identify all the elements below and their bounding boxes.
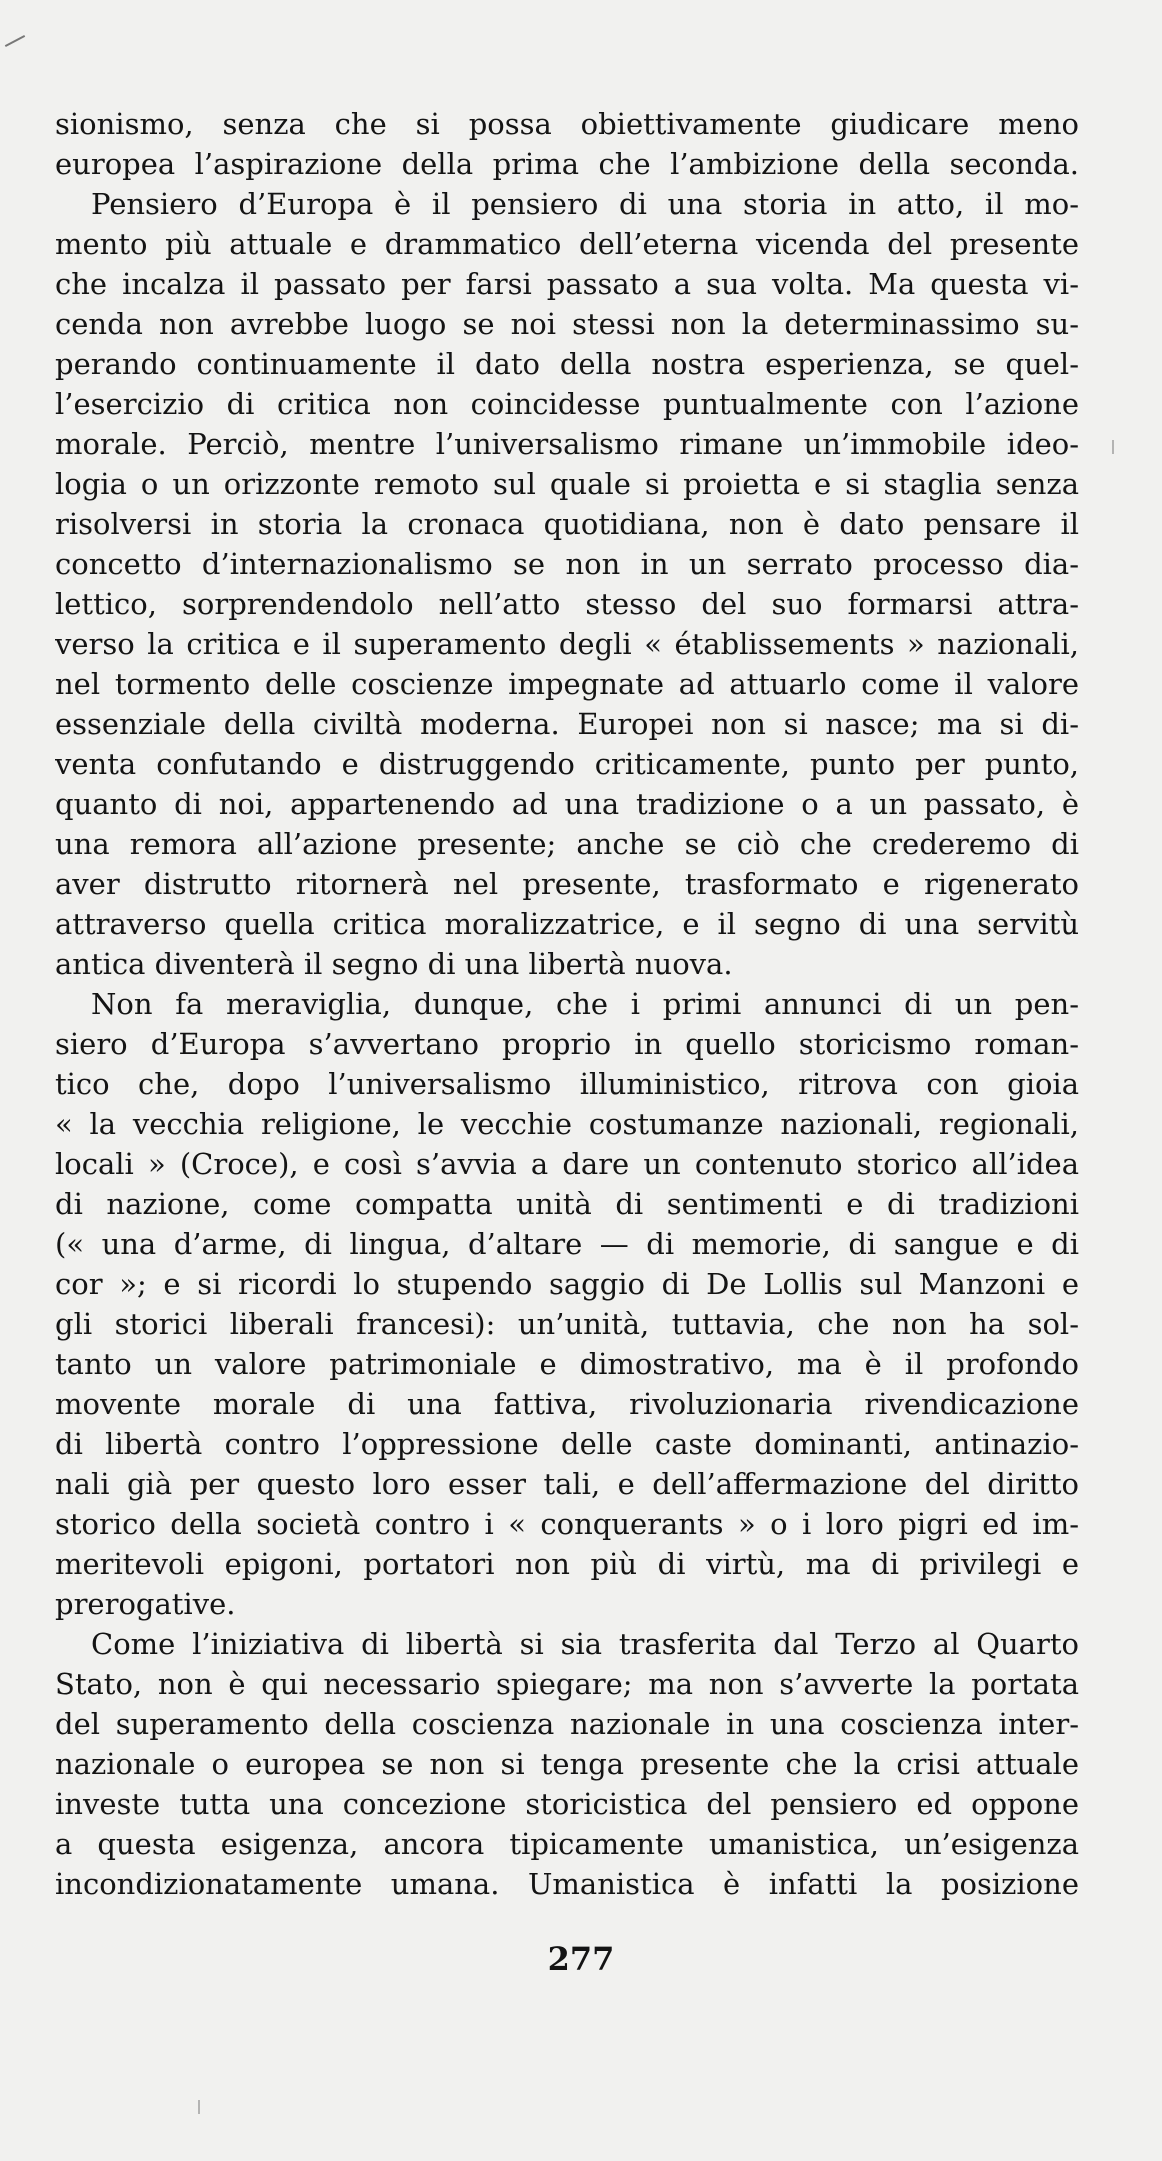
text-line: cenda non avrebbe luogo se noi stessi non la determinassimo su-: [55, 307, 1079, 341]
text-line: incondizionatamente umana. Umanistica è infatti la posizione: [55, 1867, 1079, 1901]
text-line: « la vecchia religione, le vecchie costumanze nazionali, regionali,: [55, 1107, 1079, 1141]
text-line: nazionale o europea se non si tenga presente che la crisi attuale: [55, 1747, 1079, 1781]
corner-scan-mark: [5, 35, 25, 47]
text-line: tico che, dopo l’universalismo illuministico, ritrova con gioia: [55, 1067, 1079, 1101]
text-line: lettico, sorprendendolo nell’atto stesso del suo formarsi attra-: [55, 587, 1079, 621]
text-line: siero d’Europa s’avvertano proprio in quello storicismo roman-: [55, 1027, 1079, 1061]
text-line: investe tutta una concezione storicistica del pensiero ed oppone: [55, 1787, 1079, 1821]
paper-speck: [198, 2100, 200, 2114]
text-line: logia o un orizzonte remoto sul quale si proietta e si staglia senza: [55, 467, 1079, 501]
text-line: locali » (Croce), e così s’avvia a dare un contenuto storico all’idea: [55, 1147, 1079, 1181]
text-line: che incalza il passato per farsi passato a sua volta. Ma questa vi-: [55, 267, 1079, 301]
text-line: Come l’iniziativa di libertà si sia trasferita dal Terzo al Quarto: [91, 1627, 1079, 1661]
text-line: morale. Perciò, mentre l’universalismo rimane un’immobile ideo-: [55, 427, 1079, 461]
text-line: (« una d’arme, di lingua, d’altare — di memorie, di sangue e di: [55, 1227, 1079, 1261]
text-line: Stato, non è qui necessario spiegare; ma non s’avverte la portata: [55, 1667, 1079, 1701]
body-text: [55, 104, 1079, 1904]
text-line: a questa esigenza, ancora tipicamente umanistica, un’esigenza: [55, 1827, 1079, 1861]
text-line: di nazione, come compatta unità di sentimenti e di tradizioni: [55, 1187, 1079, 1221]
page-number: 277: [547, 1940, 615, 1978]
text-line: movente morale di una fattiva, rivoluzionaria rivendicazione: [55, 1387, 1079, 1421]
text-line: nel tormento delle coscienze impegnate ad attuarlo come il valore: [55, 667, 1079, 701]
text-line: perando continuamente il dato della nostra esperienza, se quel-: [55, 347, 1079, 381]
text-line: del superamento della coscienza nazionale in una coscienza inter-: [55, 1707, 1079, 1741]
text-line: sionismo, senza che si possa obiettivamente giudicare meno: [55, 107, 1079, 141]
text-line: antica diventerà il segno di una libertà nuova.: [55, 947, 733, 981]
text-line: quanto di noi, appartenendo ad una tradizione o a un passato, è: [55, 787, 1079, 821]
text-line: venta confutando e distruggendo criticamente, punto per punto,: [55, 747, 1079, 781]
text-line: Pensiero d’Europa è il pensiero di una storia in atto, il mo-: [91, 187, 1079, 221]
text-line: storico della società contro i « conquerants » o i loro pigri ed im-: [55, 1507, 1079, 1541]
text-line: cor »; e si ricordi lo stupendo saggio di De Lollis sul Manzoni e: [55, 1267, 1079, 1301]
text-line: aver distrutto ritornerà nel presente, trasformato e rigenerato: [55, 867, 1079, 901]
text-line: concetto d’internazionalismo se non in un serrato processo dia-: [55, 547, 1079, 581]
text-line: nali già per questo loro esser tali, e dell’affermazione del diritto: [55, 1467, 1079, 1501]
text-line: verso la critica e il superamento degli « établissements » nazionali,: [55, 627, 1079, 661]
text-line: una remora all’azione presente; anche se ciò che crederemo di: [55, 827, 1079, 861]
text-line: mento più attuale e drammatico dell’eterna vicenda del presente: [55, 227, 1079, 261]
text-line: gli storici liberali francesi): un’unità, tuttavia, che non ha sol-: [55, 1307, 1079, 1341]
text-line: l’esercizio di critica non coincidesse puntualmente con l’azione: [55, 387, 1079, 421]
text-line: essenziale della civiltà moderna. Europei non si nasce; ma si di-: [55, 707, 1079, 741]
paper-speck: [1112, 440, 1114, 454]
text-line: tanto un valore patrimoniale e dimostrativo, ma è il profondo: [55, 1347, 1079, 1381]
text-line: europea l’aspirazione della prima che l’ambizione della seconda.: [55, 147, 1079, 181]
text-line: di libertà contro l’oppressione delle caste dominanti, antinazio-: [55, 1427, 1079, 1461]
text-line: Non fa meraviglia, dunque, che i primi annunci di un pen-: [91, 987, 1079, 1021]
text-line: risolversi in storia la cronaca quotidiana, non è dato pensare il: [55, 507, 1079, 541]
text-line: meritevoli epigoni, portatori non più di virtù, ma di privilegi e: [55, 1547, 1079, 1581]
text-line: attraverso quella critica moralizzatrice, e il segno di una servitù: [55, 907, 1079, 941]
text-line: prerogative.: [55, 1587, 236, 1621]
